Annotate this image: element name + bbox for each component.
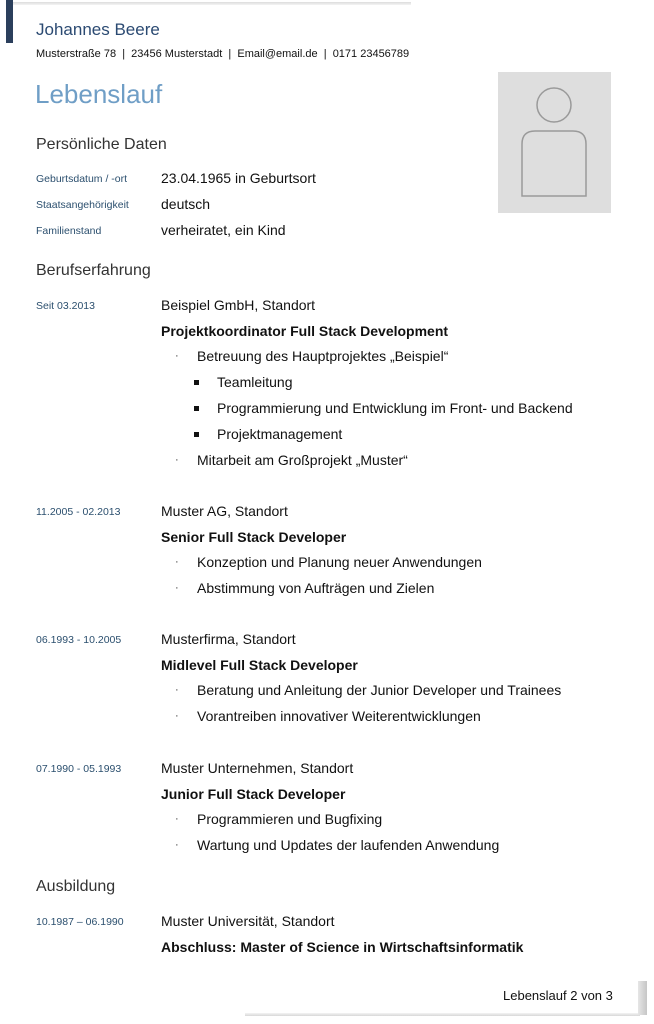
- personal-label: Geburtsdatum / -ort: [36, 173, 128, 185]
- job-role: Midlevel Full Stack Developer: [161, 657, 358, 673]
- page-title: Lebenslauf: [35, 79, 163, 109]
- bullet-dot-icon: ·: [175, 684, 179, 696]
- square-bullet-icon: [194, 380, 199, 385]
- job-period: Seit 03.2013: [36, 300, 95, 312]
- personal-value: 23.04.1965 in Geburtsort: [161, 170, 316, 186]
- bullet-dot-icon: ·: [175, 350, 179, 362]
- job-subbullet: Projektmanagement: [217, 426, 343, 442]
- job-bullet: Programmieren und Bugfixing: [197, 811, 383, 827]
- footer-accent-bar: [638, 981, 647, 1015]
- job-company: Muster Unternehmen, Standort: [161, 760, 354, 776]
- section-heading-personal: Persönliche Daten: [36, 136, 167, 153]
- education-degree: Abschluss: Master of Science in Wirtschaftsinformatik: [161, 939, 524, 955]
- personal-label: Staatsangehörigkeit: [36, 199, 129, 211]
- job-company: Beispiel GmbH, Standort: [161, 297, 316, 313]
- personal-value: deutsch: [161, 196, 211, 212]
- header-accent-bar: [6, 0, 13, 43]
- personal-value: verheiratet, ein Kind: [161, 222, 286, 238]
- section-heading-education: Ausbildung: [36, 878, 116, 895]
- bullet-dot-icon: ·: [175, 582, 179, 594]
- job-bullet: Betreuung des Hauptprojektes „Beispiel“: [197, 348, 449, 364]
- education-period: 10.1987 – 06.1990: [36, 916, 124, 928]
- job-bullet: Vorantreiben innovativer Weiterentwicklungen: [197, 708, 481, 724]
- job-role: Junior Full Stack Developer: [161, 786, 346, 802]
- job-period: 06.1993 - 10.2005: [36, 634, 122, 646]
- job-company: Musterfirma, Standort: [161, 631, 296, 647]
- bullet-dot-icon: ·: [175, 556, 179, 568]
- square-bullet-icon: [194, 406, 199, 411]
- job-role: Projektkoordinator Full Stack Development: [161, 323, 449, 339]
- header-divider: [13, 2, 411, 5]
- job-company: Muster AG, Standort: [161, 503, 288, 519]
- job-bullet: Konzeption und Planung neuer Anwendungen: [197, 554, 482, 570]
- bullet-dot-icon: ·: [175, 454, 179, 466]
- job-role: Senior Full Stack Developer: [161, 529, 347, 545]
- job-bullet: Wartung und Updates der laufenden Anwendung: [197, 837, 500, 853]
- page-number: Lebenslauf 2 von 3: [503, 988, 613, 1003]
- contact-line: Musterstraße 78 | 23456 Musterstadt | Email@email.de | 0171 23456789: [36, 48, 410, 60]
- photo-placeholder: [498, 72, 611, 213]
- bullet-dot-icon: ·: [175, 710, 179, 722]
- square-bullet-icon: [194, 432, 199, 437]
- job-subbullet: Programmierung und Entwicklung im Front- und Backend: [217, 400, 573, 416]
- bullet-dot-icon: ·: [175, 813, 179, 825]
- education-institution: Muster Universität, Standort: [161, 913, 335, 929]
- personal-label: Familienstand: [36, 225, 102, 237]
- job-bullet: Beratung und Anleitung der Junior Developer und Trainees: [197, 682, 562, 698]
- job-period: 07.1990 - 05.1993: [36, 763, 122, 775]
- job-period: 11.2005 - 02.2013: [36, 506, 121, 518]
- person-placeholder-icon: [498, 72, 611, 213]
- job-bullet: Abstimmung von Aufträgen und Zielen: [197, 580, 435, 596]
- section-heading-experience: Berufserfahrung: [36, 262, 151, 279]
- footer-divider: [245, 1013, 640, 1016]
- bullet-dot-icon: ·: [175, 839, 179, 851]
- job-subbullet: Teamleitung: [217, 374, 293, 390]
- applicant-name: Johannes Beere: [36, 20, 160, 39]
- job-bullet: Mitarbeit am Großprojekt „Muster“: [197, 452, 408, 468]
